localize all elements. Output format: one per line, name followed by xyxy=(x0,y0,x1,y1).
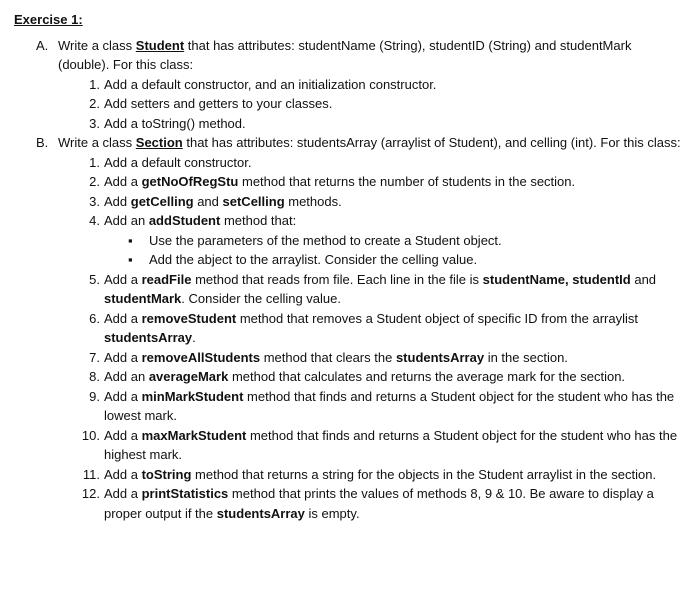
bullet-text: Use the parameters of the method to create a Student object. xyxy=(149,232,502,248)
item-text xyxy=(104,155,251,170)
sub-bullet-item xyxy=(14,231,686,251)
section-b-item xyxy=(14,270,686,309)
method-name: studentMark xyxy=(104,291,182,306)
section-a-intro-rest: that has attributes: studentName (String), studentID (String) and studentMark (double). For this class: xyxy=(58,37,632,72)
item-text-segment: methods. xyxy=(284,193,342,209)
item-text-segment: . xyxy=(192,330,196,345)
item-number-text: 11. xyxy=(82,466,100,482)
section-b-intro-rest: that has attributes: studentsArray (arraylist of Student), and celling (int). For this class: xyxy=(182,135,681,150)
section-a-item xyxy=(14,75,686,95)
item-number-text: 8. xyxy=(89,369,100,384)
item-number-text: 5. xyxy=(89,271,100,287)
item-text-segment: Add a xyxy=(104,466,142,482)
method-name: studentsArray xyxy=(216,505,305,521)
item-number-text: 10. xyxy=(81,427,100,443)
exercise-title: Exercise 1: xyxy=(14,12,83,27)
bullet-icon: ▪ xyxy=(128,232,133,248)
bullet-text: Add the abject to the arraylist. Consider the celling value. xyxy=(149,252,478,267)
method-name: averageMark xyxy=(148,369,229,384)
item-text xyxy=(104,213,296,228)
section-b-item xyxy=(14,192,686,212)
item-text: Add a default constructor, and an initialization constructor. xyxy=(104,76,437,92)
section-a-intro xyxy=(58,36,686,75)
item-text-segment: Add a xyxy=(104,388,142,404)
item-text-segment: Add a xyxy=(104,310,142,326)
item-text: Add a toString() method. xyxy=(104,115,246,131)
section-a-intro-text: Write a class xyxy=(58,37,136,53)
item-text-segment: method that prints the values of methods 8, 9 & 10. Be aware to display a proper output if the xyxy=(104,486,654,521)
method-name: getCelling xyxy=(130,193,194,209)
item-text-segment: in the section. xyxy=(484,349,568,365)
section-b-intro-text: Write a class xyxy=(58,135,136,150)
item-number-text: 3. xyxy=(89,193,100,209)
method-name: getNoOfRegStu xyxy=(141,174,239,189)
item-text-segment: and xyxy=(630,271,657,287)
item-text-segment: Add an xyxy=(104,369,149,384)
item-text-segment: Add a xyxy=(104,271,142,287)
item-text xyxy=(104,467,656,482)
item-number-text: 6. xyxy=(89,310,100,326)
item-text xyxy=(104,174,575,189)
item-text-segment: Add a default constructor. xyxy=(104,154,252,170)
method-name: printStatistics xyxy=(141,486,229,501)
section-b-item xyxy=(14,153,686,173)
section-b-list xyxy=(14,153,686,524)
item-text-segment: Add an xyxy=(104,213,149,228)
item-text-segment: method that finds and returns a Student object for the student who has the lowest mark. xyxy=(104,388,675,423)
item-text-segment: . Consider the celling value. xyxy=(181,291,341,306)
method-name: studentsArray xyxy=(104,330,193,345)
method-name: maxMarkStudent xyxy=(141,427,247,443)
item-number-text: 7. xyxy=(89,349,100,365)
method-name: setCelling xyxy=(222,193,285,209)
item-number-text: 1. xyxy=(89,76,100,92)
item-text-segment: Add a xyxy=(104,486,142,501)
item-text-segment: Add a xyxy=(104,427,142,443)
sub-bullet-item xyxy=(14,250,686,270)
item-text: Add setters and getters to your classes. xyxy=(104,96,333,111)
section-a-letter: A. xyxy=(36,37,49,53)
section-b-item xyxy=(14,387,686,426)
item-text xyxy=(104,272,656,307)
item-text-segment: Add a xyxy=(104,349,142,365)
item-text xyxy=(104,194,342,209)
item-text-segment: method that calculates and returns the average mark for the section. xyxy=(228,369,626,384)
method-name: studentName, studentId xyxy=(482,271,631,287)
item-text-segment: method that: xyxy=(220,213,297,228)
section-b-item xyxy=(14,309,686,348)
item-text xyxy=(104,486,654,521)
item-number-text: 9. xyxy=(89,388,100,404)
section-b-item xyxy=(14,426,686,465)
item-number-text: 3. xyxy=(89,115,100,131)
method-name: studentsArray xyxy=(395,349,485,365)
section-a xyxy=(14,36,686,75)
item-text-segment: method that returns the number of students in the section. xyxy=(238,174,576,189)
section-b-item xyxy=(14,465,686,485)
item-text-segment: method that finds and returns a Student object for the student who has the highest mark. xyxy=(104,427,678,462)
method-name: readFile xyxy=(141,271,192,287)
item-number-text: 4. xyxy=(89,213,100,228)
item-number-text: 2. xyxy=(89,96,100,111)
item-text xyxy=(104,428,677,463)
item-text-segment: and xyxy=(193,193,223,209)
section-b-item xyxy=(14,172,686,192)
section-class-name: Section xyxy=(135,135,183,150)
item-text-segment: is empty. xyxy=(304,505,360,521)
section-b-item xyxy=(14,348,686,368)
item-text-segment: Add xyxy=(104,193,131,209)
bullet-icon: ▪ xyxy=(128,252,133,267)
student-class-name: Student xyxy=(135,37,185,53)
method-name: removeStudent xyxy=(141,310,237,326)
section-b-letter: B. xyxy=(36,135,49,150)
section-b-item xyxy=(14,211,686,231)
item-text xyxy=(104,311,638,346)
item-number-text: 12. xyxy=(81,486,100,501)
item-number-text: 2. xyxy=(89,174,100,189)
item-text-segment: method that clears the xyxy=(260,349,396,365)
item-text xyxy=(104,350,568,365)
section-a-item xyxy=(14,94,686,114)
section-a-item xyxy=(14,114,686,134)
section-b-item xyxy=(14,484,686,523)
method-name: addStudent xyxy=(148,213,221,228)
method-name: minMarkStudent xyxy=(141,388,244,404)
item-number-text: 1. xyxy=(89,154,100,170)
section-b xyxy=(14,133,686,153)
section-a-list xyxy=(14,75,686,134)
item-text-segment: method that removes a Student object of specific ID from the arraylist xyxy=(236,310,638,326)
item-text xyxy=(104,389,674,424)
section-b-intro xyxy=(58,133,686,153)
method-name: removeAllStudents xyxy=(141,349,261,365)
section-b-item xyxy=(14,367,686,387)
item-text-segment: Add a xyxy=(104,174,142,189)
item-text-segment: method that returns a string for the objects in the Student arraylist in the section. xyxy=(191,466,657,482)
item-text-segment: method that reads from file. Each line in the file is xyxy=(191,271,483,287)
method-name: toString xyxy=(141,466,192,482)
item-text xyxy=(104,369,625,384)
